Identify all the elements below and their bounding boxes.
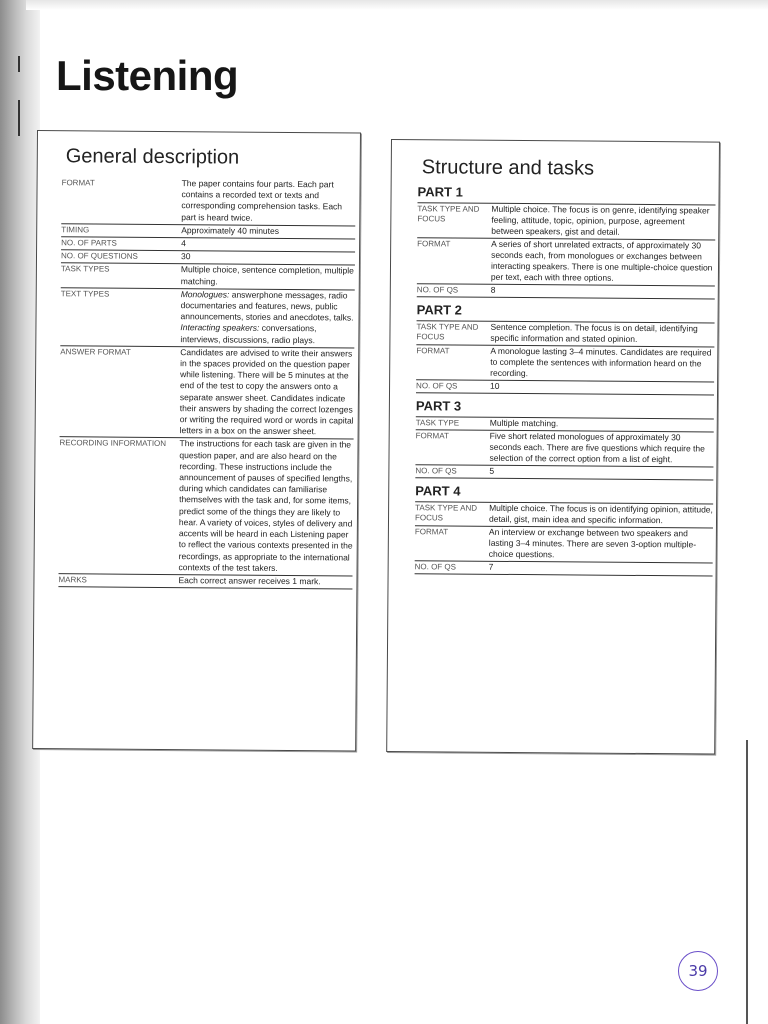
table-row — [417, 238, 715, 286]
row-value: Five short related monologues of approximately 30 seconds each. There are five questions which require the selection of the correct option from a list of eight. — [489, 430, 705, 465]
row-value: 4 — [181, 238, 186, 249]
row-value: The paper contains four parts. Each part contains a recorded text or texts and corresponding comprehension tasks. Each part is heard twice. — [181, 178, 343, 223]
row-value: 10 — [490, 380, 500, 391]
row-label: TASK TYPE AND FOCUS — [417, 204, 480, 224]
row-value: An interview or exchange between two speakers and lasting 3–4 minutes. There are seven 3-option multiple-choice questions. — [488, 526, 697, 560]
text-type-heading: Monologues: — [180, 288, 230, 300]
table-row — [61, 177, 355, 226]
row-value: 30 — [180, 251, 191, 262]
part-heading: PART 3 — [415, 398, 462, 414]
table-row — [59, 438, 354, 577]
table-row — [60, 288, 354, 348]
row-value: Approximately 40 minutes — [181, 224, 280, 236]
row-label: FORMAT — [414, 527, 449, 537]
row-value: Candidates are advised to write their answers in the spaces provided on the question paper while listening. There will be 5 minutes at the end of the test to copy the answers onto a separate answer sheet. Candidates indicate their answers by shading the correct lozenges or writing the required word or words in capital letters in a box on the answer sheet. — [179, 346, 354, 437]
row-label: RECORDING INFORMATION — [59, 438, 167, 449]
structure-and-tasks-body — [415, 184, 716, 576]
table-row — [415, 430, 713, 467]
page-edge-line — [746, 740, 748, 1024]
page-number: 39 — [678, 951, 718, 991]
general-description-title: General description — [65, 145, 240, 169]
row-label: TASK TYPE AND FOCUS — [416, 322, 479, 342]
general-description-card — [32, 130, 361, 752]
row-value: Each correct answer receives 1 mark. — [178, 575, 321, 587]
row-value: Multiple matching. — [489, 417, 559, 429]
part-heading: PART 4 — [415, 483, 461, 499]
general-description-table — [58, 177, 355, 589]
table-row — [417, 284, 715, 299]
row-value: Multiple choice. The focus is on identifying opinion, attitude, detail, gist, main idea and specific information. — [488, 502, 713, 526]
row-value: Sentence completion. The focus is on detail, identifying specific information and stated opinion. — [490, 321, 698, 344]
structure-and-tasks-card — [386, 139, 720, 755]
margin-mark — [18, 56, 20, 72]
table-row — [58, 574, 352, 590]
table-row — [60, 346, 355, 440]
text-type-heading: Interacting speakers: — [180, 322, 260, 334]
row-label: NO. OF QUESTIONS — [60, 251, 138, 262]
row-label: FORMAT — [417, 239, 451, 249]
row-value: A monologue lasting 3–4 minutes. Candidates are required to complete the sentences with information heard on the recording. — [490, 345, 712, 379]
row-label: FORMAT — [416, 346, 450, 356]
page-top-shadow — [26, 0, 768, 10]
text-type-list: conversations, interviews, discussions, radio plays. — [180, 323, 317, 345]
row-label: TASK TYPE — [415, 418, 460, 428]
row-value: A series of short unrelated extracts, of approximately 30 seconds each, from monologues or exchanges between interacting speakers. There is one multiple-choice question per text, each with three options. — [490, 238, 713, 283]
row-value: Multiple choice, sentence completion, multiple matching. — [180, 264, 354, 287]
row-label: TASK TYPES — [60, 264, 110, 274]
page-title: Listening — [56, 52, 239, 99]
row-value: Multiple choice. The focus is on genre, identifying speaker feeling, attitude, topic, opinion, purpose, agreement between speakers, gist and detail. — [491, 203, 710, 237]
row-label: FORMAT — [61, 178, 95, 188]
row-label: TEXT TYPES — [60, 289, 110, 299]
part-heading: PART 1 — [417, 184, 463, 200]
margin-mark — [18, 100, 20, 136]
row-label: NO. OF PARTS — [61, 238, 117, 248]
row-label: NO. OF QS — [414, 562, 457, 572]
row-label: TASK TYPE AND FOCUS — [414, 503, 478, 523]
row-value: 8 — [490, 284, 496, 295]
row-value: 7 — [488, 561, 494, 572]
table-row — [416, 345, 714, 382]
table-row — [415, 501, 713, 528]
table-row — [415, 561, 713, 576]
row-label: ANSWER FORMAT — [60, 347, 131, 357]
table-row — [415, 526, 713, 563]
table-row — [417, 202, 715, 240]
row-label: NO. OF QS — [416, 381, 458, 391]
text-type-list: answerphone messages, radio documentaries and features, news, public announcements, stories and anecdotes, talks. — [180, 289, 354, 323]
row-label: FORMAT — [415, 431, 449, 441]
row-label: NO. OF QS — [416, 285, 459, 295]
table-row — [61, 264, 355, 291]
structure-and-tasks-title: Structure and tasks — [421, 156, 595, 180]
part-heading: PART 2 — [416, 302, 462, 318]
row-label: MARKS — [58, 575, 87, 585]
row-label: NO. OF QS — [415, 466, 457, 476]
row-value: The instructions for each task are given in the question paper, and are also heard on the recording. These instructions include the announcement of pauses of specified lengths, during which candidates can familiarise themselves with the task and, for some items, predict some of the things they are likely to hear. A variety of voices, styles of delivery and accents will be heard in each Listening paper to reflect the various contexts presented in the recordings, as appropriate to the international contexts of the test takers. — [178, 438, 353, 573]
row-value: 5 — [489, 465, 495, 476]
row-value — [180, 289, 354, 347]
table-row — [416, 380, 714, 395]
table-row — [416, 320, 714, 347]
table-row — [415, 465, 713, 480]
row-label: TIMING — [61, 225, 90, 235]
